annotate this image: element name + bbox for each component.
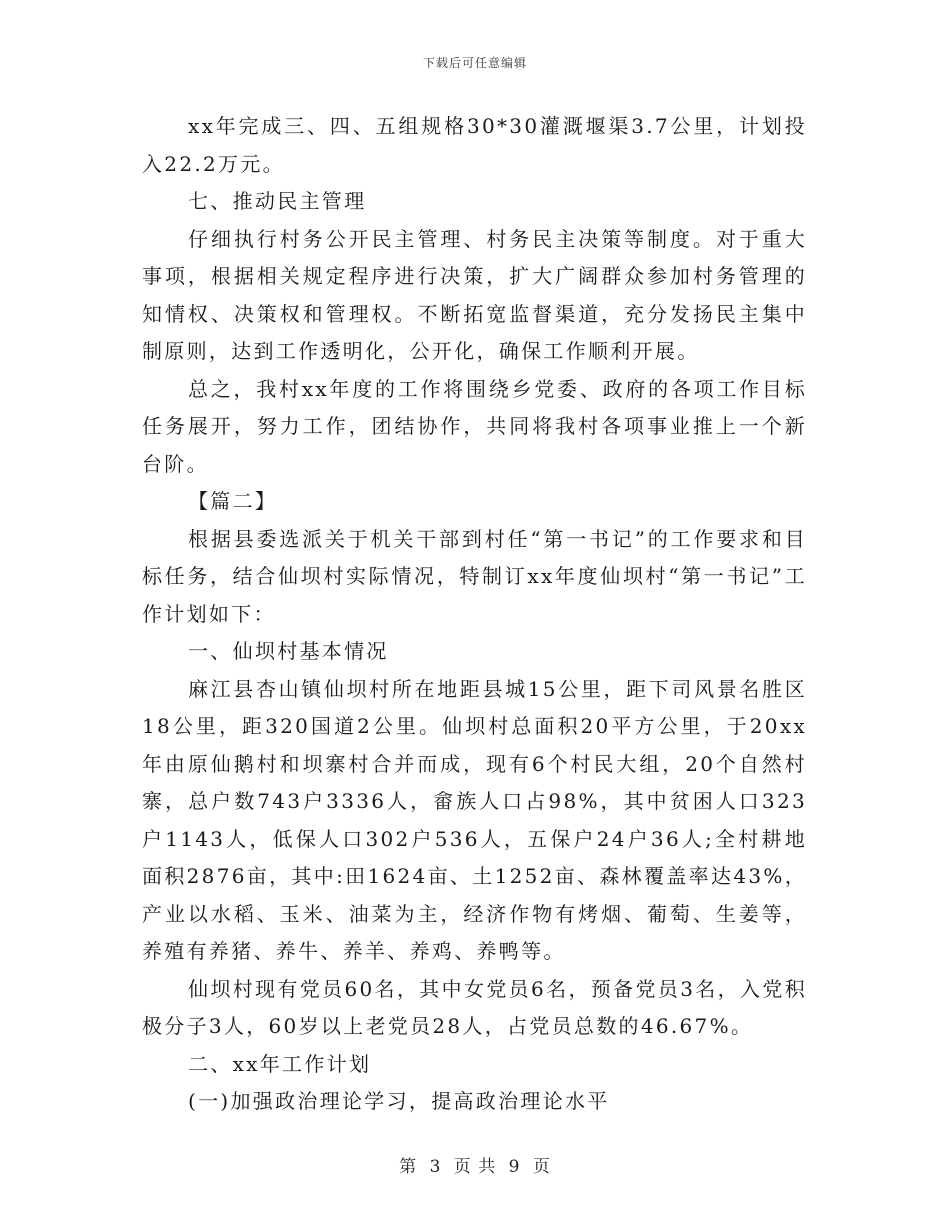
page-prefix: 第: [399, 1157, 418, 1177]
paragraph: 总之，我村xx年度的工作将围绕乡党委、政府的各项工作目标任务展开，努力工作，团结协作，共同将我村各项事业推上一个新台阶。: [142, 376, 807, 476]
section-heading: 二、xx年工作计划: [188, 1051, 372, 1076]
section-heading: 【篇二】: [188, 489, 278, 513]
page-suffix: 页: [532, 1157, 551, 1177]
paragraph: 根据县委选派关于机关干部到村任“第一书记”的工作要求和目标任务，结合仙坝村实际情况，特制订xx年度仙坝村“第一书记”工作计划如下：: [142, 526, 807, 626]
header-note: 下载后可任意编辑: [422, 56, 527, 70]
page-footer: [0, 1152, 950, 1177]
paragraph: 仔细执行村务公开民主管理、村务民主决策等制度。对于重大事项，根据相关规定程序进行决策，扩大广阔群众参加村务管理的知情权、决策权和管理权。不断拓宽监督渠道，充分发扬民主集中制原则，达到工作透明化，公开化，确保工作顺利开展。: [142, 226, 807, 363]
section-heading: (一)加强政治理论学习，提高政治理论水平: [188, 1089, 610, 1113]
section-heading: 一、仙坝村基本情况: [188, 639, 389, 663]
paragraph: 麻江县杏山镇仙坝村所在地距县城15公里，距下司风景名胜区18公里，距320国道2公里。仙坝村总面积20平方公里，于20xx年由原仙鹅村和坝寨村合并而成，现有6个村民大组，20个自然村寨，总户数743户3336人，畲族人口占98%，其中贫困人口323户1143人，低保人口302户536人，五保户24户36人;全村耕地面积2876亩，其中:田1624亩、土1252亩、森林覆盖率达43%，产业以水稻、玉米、油菜为主，经济作物有烤烟、葡萄、生姜等，养殖有养猪、养牛、养羊、养鸡、养鸭等。: [142, 676, 807, 963]
paragraph: xx年完成三、四、五组规格30*30灌溉堰渠3.7公里，计划投入22.2万元。: [142, 114, 807, 176]
page-current: 3: [429, 1157, 442, 1177]
page-total: 9: [508, 1157, 521, 1177]
paragraph: 仙坝村现有党员60名，其中女党员6名，预备党员3名，入党积极分子3人，60岁以上老党员28人，占党员总数的46.67%。: [142, 976, 807, 1038]
section-heading: 七、推动民主管理: [188, 189, 367, 213]
document-body: [142, 108, 807, 1121]
page-mid: 页 共: [453, 1157, 497, 1177]
